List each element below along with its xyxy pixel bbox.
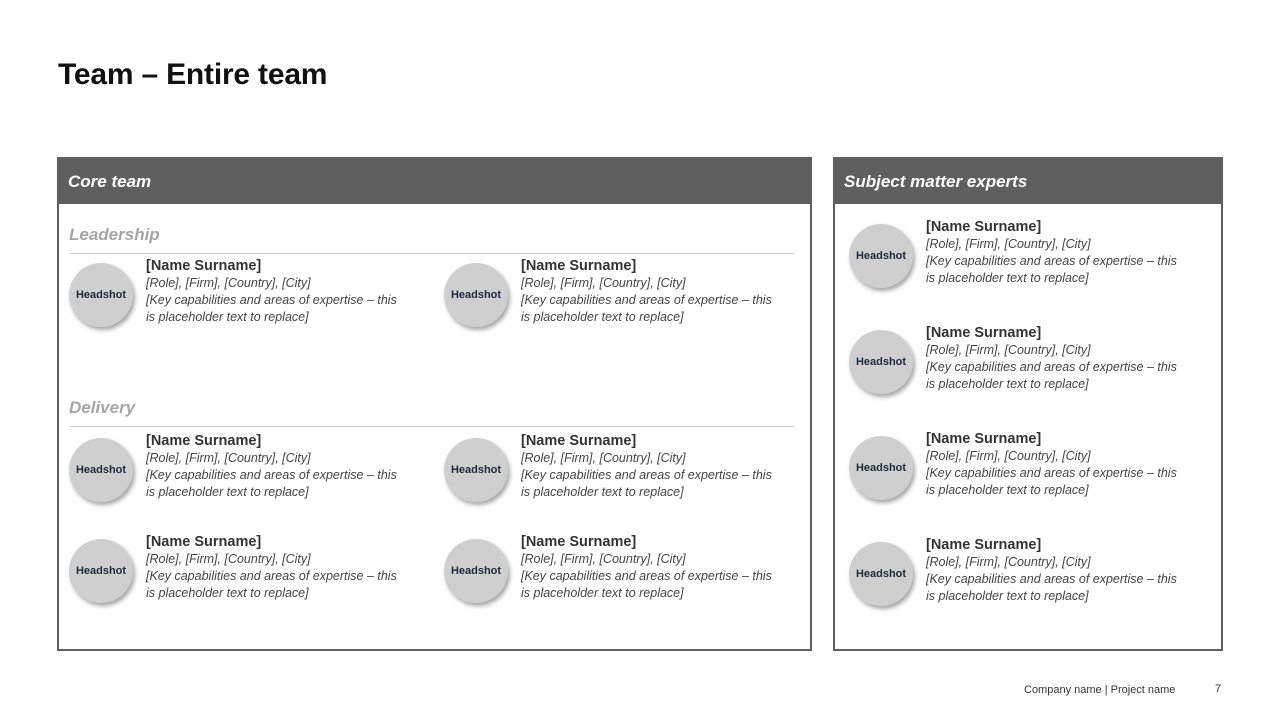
- member-name: [Name Surname]: [926, 431, 1042, 447]
- member-description: is placeholder text to replace]: [521, 586, 684, 600]
- member-name: [Name Surname]: [521, 258, 637, 274]
- leadership-divider: [69, 253, 794, 254]
- member-info: [926, 218, 1211, 287]
- headshot-placeholder: Headshot: [849, 542, 913, 606]
- delivery-member-2: [444, 433, 804, 508]
- expert-member-1: [849, 219, 1209, 294]
- leadership-member-2: [444, 258, 804, 333]
- member-description: is placeholder text to replace]: [146, 586, 309, 600]
- member-description: is placeholder text to replace]: [146, 310, 309, 324]
- headshot-placeholder: Headshot: [849, 330, 913, 394]
- page-number: 7: [1215, 683, 1222, 695]
- member-info: [146, 432, 431, 501]
- member-name: [Name Surname]: [146, 534, 262, 550]
- core-team-header: Core team: [59, 159, 810, 204]
- member-info: [926, 536, 1211, 605]
- member-name: [Name Surname]: [521, 433, 637, 449]
- leadership-member-1: [69, 258, 429, 333]
- headshot-placeholder: Headshot: [849, 224, 913, 288]
- delivery-section-title: Delivery: [69, 398, 136, 417]
- headshot-placeholder: Headshot: [69, 438, 133, 502]
- member-description: is placeholder text to replace]: [146, 485, 309, 499]
- leadership-section-title: Leadership: [69, 225, 160, 244]
- headshot-placeholder: Headshot: [444, 539, 508, 603]
- subject-matter-experts-header: Subject matter experts: [835, 159, 1221, 204]
- member-info: [146, 533, 431, 602]
- member-description: is placeholder text to replace]: [926, 271, 1089, 285]
- member-info: [521, 257, 806, 326]
- member-name: [Name Surname]: [146, 433, 262, 449]
- delivery-member-4: [444, 534, 804, 609]
- subject-matter-experts-panel: [833, 157, 1223, 651]
- member-description: is placeholder text to replace]: [926, 377, 1089, 391]
- headshot-placeholder: Headshot: [69, 263, 133, 327]
- member-role: [Role], [Firm], [Country], [City]: [926, 343, 1091, 357]
- delivery-member-3: [69, 534, 429, 609]
- member-description: [Key capabilities and areas of expertise – this: [521, 468, 772, 482]
- member-role: [Role], [Firm], [Country], [City]: [146, 451, 311, 465]
- footer-company-project: Company name | Project name: [1024, 684, 1176, 696]
- member-description: [Key capabilities and areas of expertise – this: [926, 254, 1177, 268]
- member-role: [Role], [Firm], [Country], [City]: [521, 552, 686, 566]
- member-info: [926, 324, 1211, 393]
- member-name: [Name Surname]: [926, 537, 1042, 553]
- expert-member-2: [849, 325, 1209, 400]
- core-team-panel: [57, 157, 812, 651]
- member-info: [146, 257, 431, 326]
- member-info: [926, 430, 1211, 499]
- member-description: is placeholder text to replace]: [521, 310, 684, 324]
- member-role: [Role], [Firm], [Country], [City]: [521, 276, 686, 290]
- page-title: Team – Entire team: [58, 58, 328, 91]
- member-name: [Name Surname]: [926, 325, 1042, 341]
- headshot-placeholder: Headshot: [444, 438, 508, 502]
- member-description: [Key capabilities and areas of expertise – this: [146, 468, 397, 482]
- member-description: [Key capabilities and areas of expertise – this: [926, 360, 1177, 374]
- headshot-placeholder: Headshot: [69, 539, 133, 603]
- member-description: [Key capabilities and areas of expertise – this: [521, 569, 772, 583]
- expert-member-3: [849, 431, 1209, 506]
- member-role: [Role], [Firm], [Country], [City]: [926, 555, 1091, 569]
- member-description: is placeholder text to replace]: [926, 483, 1089, 497]
- member-info: [521, 533, 806, 602]
- delivery-member-1: [69, 433, 429, 508]
- headshot-placeholder: Headshot: [849, 436, 913, 500]
- member-description: [Key capabilities and areas of expertise – this: [521, 293, 772, 307]
- member-description: is placeholder text to replace]: [521, 485, 684, 499]
- member-name: [Name Surname]: [146, 258, 262, 274]
- member-role: [Role], [Firm], [Country], [City]: [926, 237, 1091, 251]
- member-role: [Role], [Firm], [Country], [City]: [146, 276, 311, 290]
- member-description: [Key capabilities and areas of expertise – this: [146, 293, 397, 307]
- member-description: [Key capabilities and areas of expertise – this: [926, 466, 1177, 480]
- expert-member-4: [849, 537, 1209, 612]
- member-role: [Role], [Firm], [Country], [City]: [146, 552, 311, 566]
- headshot-placeholder: Headshot: [444, 263, 508, 327]
- delivery-divider: [69, 426, 794, 427]
- member-info: [521, 432, 806, 501]
- member-role: [Role], [Firm], [Country], [City]: [926, 449, 1091, 463]
- member-description: [Key capabilities and areas of expertise – this: [926, 572, 1177, 586]
- member-description: is placeholder text to replace]: [926, 589, 1089, 603]
- member-role: [Role], [Firm], [Country], [City]: [521, 451, 686, 465]
- member-name: [Name Surname]: [926, 219, 1042, 235]
- member-description: [Key capabilities and areas of expertise – this: [146, 569, 397, 583]
- member-name: [Name Surname]: [521, 534, 637, 550]
